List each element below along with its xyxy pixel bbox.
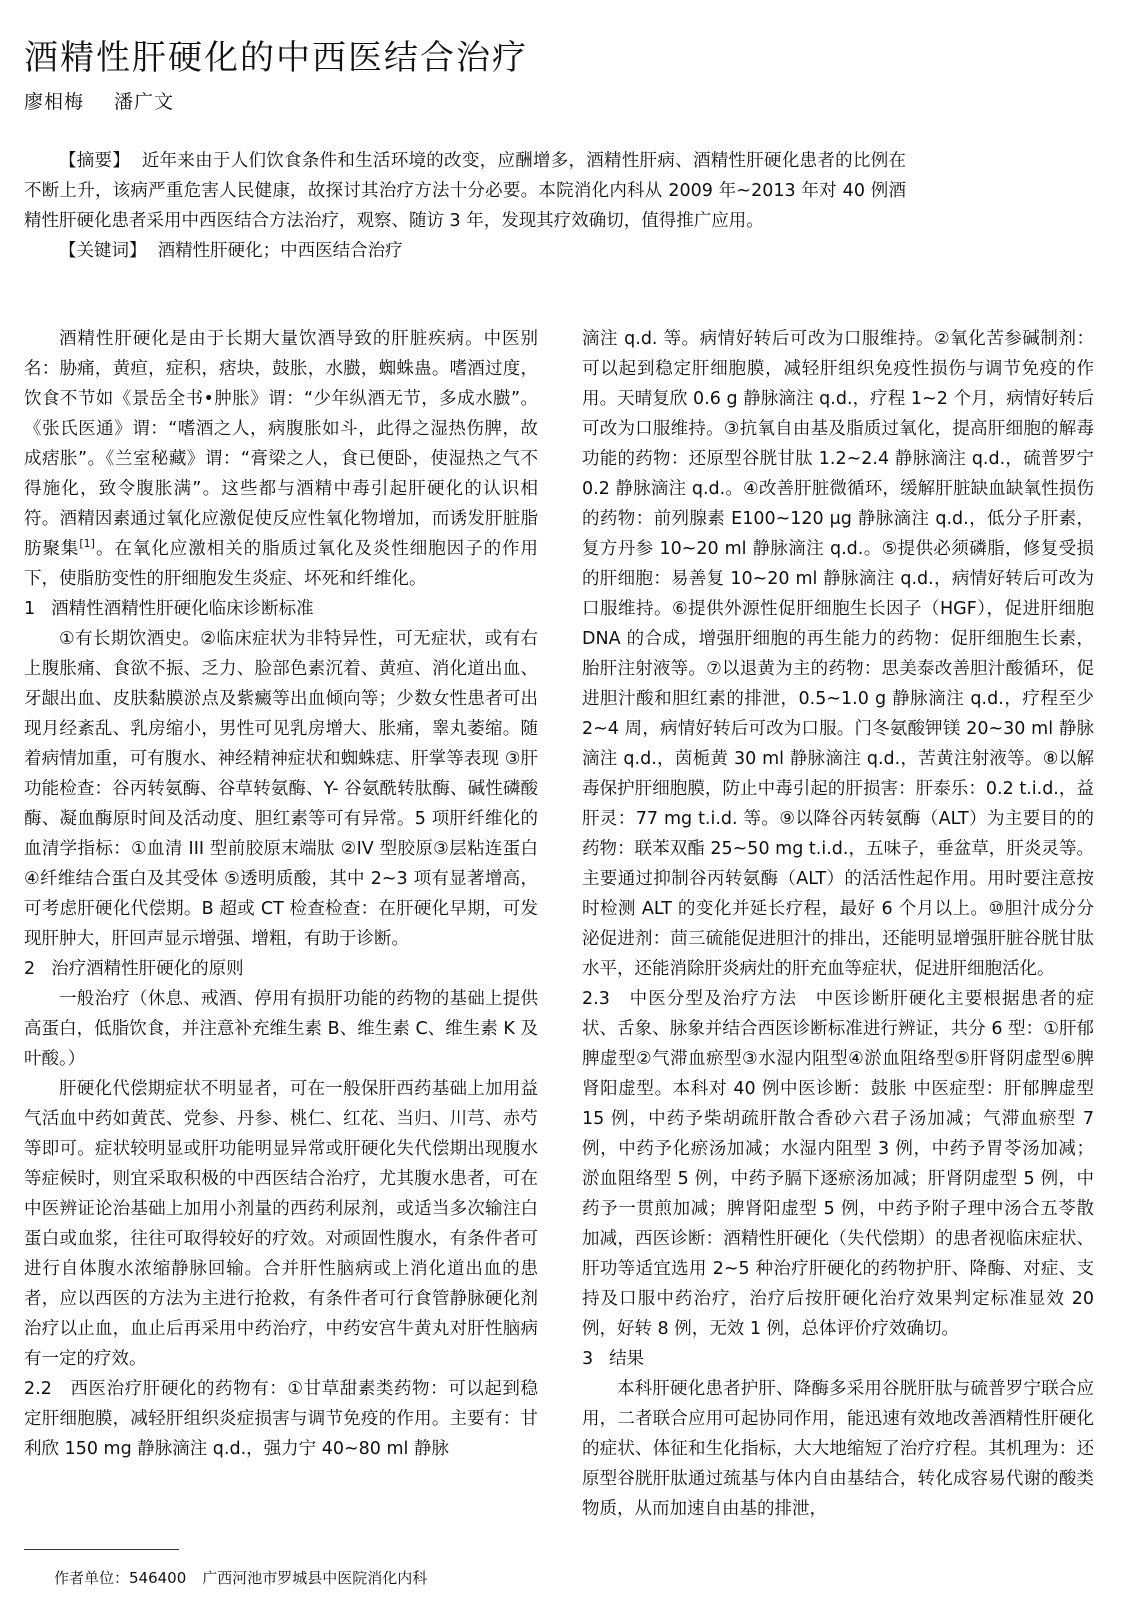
body-paragraph: 2.2 西医治疗肝硬化的药物有：①甘草甜素类药物：可以起到稳定肝细胞膜，减轻肝组织炎症损害与调节免疫的作用。主要有：甘利欣 150 mg 静脉滴注 q.d.，强力宁 40~80 ml 静脉 xyxy=(24,1379,538,1459)
affiliation-org: 广西河池市罗城县中医院消化内科 xyxy=(202,1569,428,1587)
section-number: 2 xyxy=(24,959,36,979)
author-affiliation xyxy=(54,1566,427,1590)
article-title: 酒精性肝硬化的中西医结合治疗 xyxy=(24,37,528,78)
author-name: 廖相梅 xyxy=(24,91,85,113)
left-column xyxy=(24,324,538,1464)
section-title: 治疗酒精性肝硬化的原则 xyxy=(51,959,244,979)
footnote-rule xyxy=(24,1549,179,1550)
abstract-paragraph xyxy=(24,146,906,236)
body-paragraph: 一般治疗（休息、戒酒、停用有损肝功能的药物的基础上提供高蛋白，低脂饮食，并注意补充维生素 B、维生素 C、维生素 K 及叶酸。） xyxy=(24,989,538,1069)
section-heading xyxy=(24,594,538,624)
section-number: 3 xyxy=(582,1349,594,1369)
body-text: 。在氧化应激相关的脂质过氧化及炎性细胞因子的作用下，使脂肪变性的肝细胞发生炎症、坏死和纤维化。 xyxy=(24,539,539,589)
abstract-text: 近年来由于人们饮食条件和生活环境的改变，应酬增多，酒精性肝病、酒精性肝硬化患者的比例在不断上升，该病严重危害人民健康，故探讨其治疗方法十分必要。本院消化内科从 2009 年~2013 年对 40 例酒精性肝硬化患者采用中西医结合方法治疗，观察、随访 3 年，发现其疗效确切，值得推广应用。 xyxy=(24,151,906,231)
section-title: 结果 xyxy=(609,1349,645,1369)
body-paragraph: 肝硬化代偿期症状不明显者，可在一般保肝西药基础上加用益气活血中药如黄芪、党参、丹参、桃仁、红花、当归、川芎、赤芍等即可。症状较明显或肝功能明显异常或肝硬化失代偿期出现腹水等症候时，则宜采取积极的中西医结合治疗，尤其腹水患者，可在中医辨证论治基础上加用小剂量的西药利尿剂，或适当多次输注白蛋白或血浆，往往可取得较好的疗效。对顽固性腹水，有条件者可进行自体腹水浓缩静脉回输。合并肝性脑病或上消化道出血的患者，应以西医的方法为主进行抢救，有条件者可行食管静脉硬化剂治疗以止血，血止后再采用中药治疗，中药安宫牛黄丸对肝性脑病有一定的疗效。 xyxy=(24,1079,538,1369)
section-heading xyxy=(582,1344,1094,1374)
section-title: 酒精性酒精性肝硬化临床诊断标准 xyxy=(51,599,314,619)
keywords-text: 酒精性肝硬化；中西医结合治疗 xyxy=(157,241,403,261)
section-heading xyxy=(24,954,538,984)
author-name: 潘广文 xyxy=(114,91,175,113)
abstract-block xyxy=(24,146,906,266)
body-paragraph: 本科肝硬化患者护肝、降酶多采用谷胱肝肽与硫普罗宁联合应用，二者联合应用可起协同作用，能迅速有效地改善酒精性肝硬化的症状、体征和生化指标，大大地缩短了治疗疗程。其机理为：还原型谷胱肝肽通过巯基与体内自由基结合，转化成容易代谢的酸类物质，从而加速自由基的排泄， xyxy=(582,1379,1094,1519)
citation-ref[interactable]: [1] xyxy=(79,537,95,551)
author-list xyxy=(24,88,174,116)
affiliation-label: 作者单位：546400 xyxy=(54,1569,187,1587)
right-column xyxy=(582,324,1094,1524)
body-text: 酒精性肝硬化是由于长期大量饮酒导致的肝脏疾病。中医别名：胁痛，黄疸，症积，痞块，鼓胀，水臌，蜘蛛蛊。嗜酒过度，饮食不节如《景岳全书•肿胀》谓：“少年纵酒无节，多成水臌”。《张氏医通》谓：“嗜酒之人，病腹胀如斗，此得之湿热伤脾，故成痞胀”。《兰室秘藏》谓：“膏梁之人，食已便卧，使湿热之气不得施化，致令腹胀满”。这些都与酒精中毒引起肝硬化的认识相符。酒精因素通过氧化应激促使反应性氧化物增加，而诱发肝脏脂肪聚集 xyxy=(24,329,538,559)
body-paragraph: 2.3 中医分型及治疗方法 中医诊断肝硬化主要根据患者的症状、舌象、脉象并结合西医诊断标准进行辨证，共分 6 型：①肝郁脾虚型②气滞血瘀型③水湿内阻型④淤血阻络型⑤肝肾阴虚型⑥脾肾阳虚型。本科对 40 例中医诊断：鼓胀 中医症型：肝郁脾虚型 15 例，中药予柴胡疏肝散合香砂六君子汤加减；气滞血瘀型 7 例，中药予化瘀汤加减；水湿内阻型 3 例，中药予胃苓汤加减；淤血阻络型 5 例，中药予膈下逐瘀汤加减；肝肾阴虚型 5 例，中药予一贯煎加减；脾肾阳虚型 5 例，中药予附子理中汤合五苓散加减，西医诊断：酒精性肝硬化（失代偿期）的患者视临床症状、肝功等适宜选用 2~5 种治疗肝硬化的药物护肝、降酶、对症、支持及口服中药治疗，治疗后按肝硬化治疗效果判定标准显效 20 例，好转 8 例，无效 1 例，总体评价疗效确切。 xyxy=(582,989,1094,1339)
body-paragraph xyxy=(24,324,538,594)
body-paragraph: 滴注 q.d. 等。病情好转后可改为口服维持。②氧化苦参碱制剂：可以起到稳定肝细胞膜，减轻肝组织免疫性损伤与调节免疫的作用。天晴复欣 0.6 g 静脉滴注 q.d.，疗程 1~2 个月，病情好转后可改为口服维持。③抗氧自由基及脂质过氧化，提高肝细胞的解毒功能的药物：还原型谷胱甘肽 1.2~2.4 静脉滴注 q.d.，硫普罗宁 0.2 静脉滴注 q.d.。④改善肝脏微循环，缓解肝脏缺血缺氧性损伤的药物：前列腺素 E100~120 μg 静脉滴注 q.d.，低分子肝素，复方丹参 10~20 ml 静脉滴注 q.d.。⑤提供必须磷脂，修复受损的肝细胞：易善复 10~20 ml 静脉滴注 q.d.，病情好转后可改为口服维持。⑥提供外源性促肝细胞生长因子（HGF），促进肝细胞 DNA 的合成，增强肝细胞的再生能力的药物：促肝细胞生长素，胎肝注射液等。⑦以退黄为主的药物：思美泰改善胆汁酸循环，促进胆汁酸和胆红素的排泄，0.5~1.0 g 静脉滴注 q.d.，疗程至少 2~4 周，病情好转后可改为口服。门冬氨酸钾镁 20~30 ml 静脉滴注 q.d.，茵栀黄 30 ml 静脉滴注 q.d.，苦黄注射液等。⑧以解毒保护肝细胞膜，防止中毒引起的肝损害：肝泰乐：0.2 t.i.d.，益肝灵：77 mg t.i.d. 等。⑨以降谷丙转氨酶（ALT）为主要目的的药物：联苯双酯 25~50 mg t.i.d.，五味子，垂盆草，肝炎灵等。主要通过抑制谷丙转氨酶（ALT）的活活性起作用。用时要注意按时检测 ALT 的变化并延长疗程，最好 6 个月以上。⑩胆汁成分分泌促进剂：茴三硫能促进胆汁的排出，还能明显增强肝脏谷胱甘肽水平，还能消除肝炎病灶的肝充血等症状，促进肝细胞活化。 xyxy=(582,329,1094,979)
body-paragraph: ①有长期饮酒史。②临床症状为非特异性，可无症状，或有右上腹胀痛、食欲不振、乏力、脸部色素沉着、黄疸、消化道出血、牙龈出血、皮肤黏膜淤点及紫癜等出血倾向等；少数女性患者可出现月经紊乱、乳房缩小，男性可见乳房增大、胀痛，睾丸萎缩。随着病情加重，可有腹水、神经精神症状和蜘蛛痣、肝掌等表现 ③肝功能检查：谷丙转氨酶、谷草转氨酶、Y- 谷氨酰转肽酶、碱性磷酸酶、凝血酶原时间及活动度、胆红素等可有异常。5 项肝纤维化的血清学指标：①血清 III 型前胶原末端肽 ②IV 型胶原③层粘连蛋白④纤维结合蛋白及其受体 ⑤透明质酸，其中 2~3 项有显著增高，可考虑肝硬化代偿期。B 超或 CT 检查检查：在肝硬化早期，可发现肝肿大，肝回声显示增强、增粗，有助于诊断。 xyxy=(24,629,538,949)
keywords-paragraph xyxy=(24,236,906,266)
section-number: 1 xyxy=(24,599,36,619)
keywords-label: 【关键词】 xyxy=(59,241,147,261)
abstract-label: 【摘要】 xyxy=(59,151,131,171)
